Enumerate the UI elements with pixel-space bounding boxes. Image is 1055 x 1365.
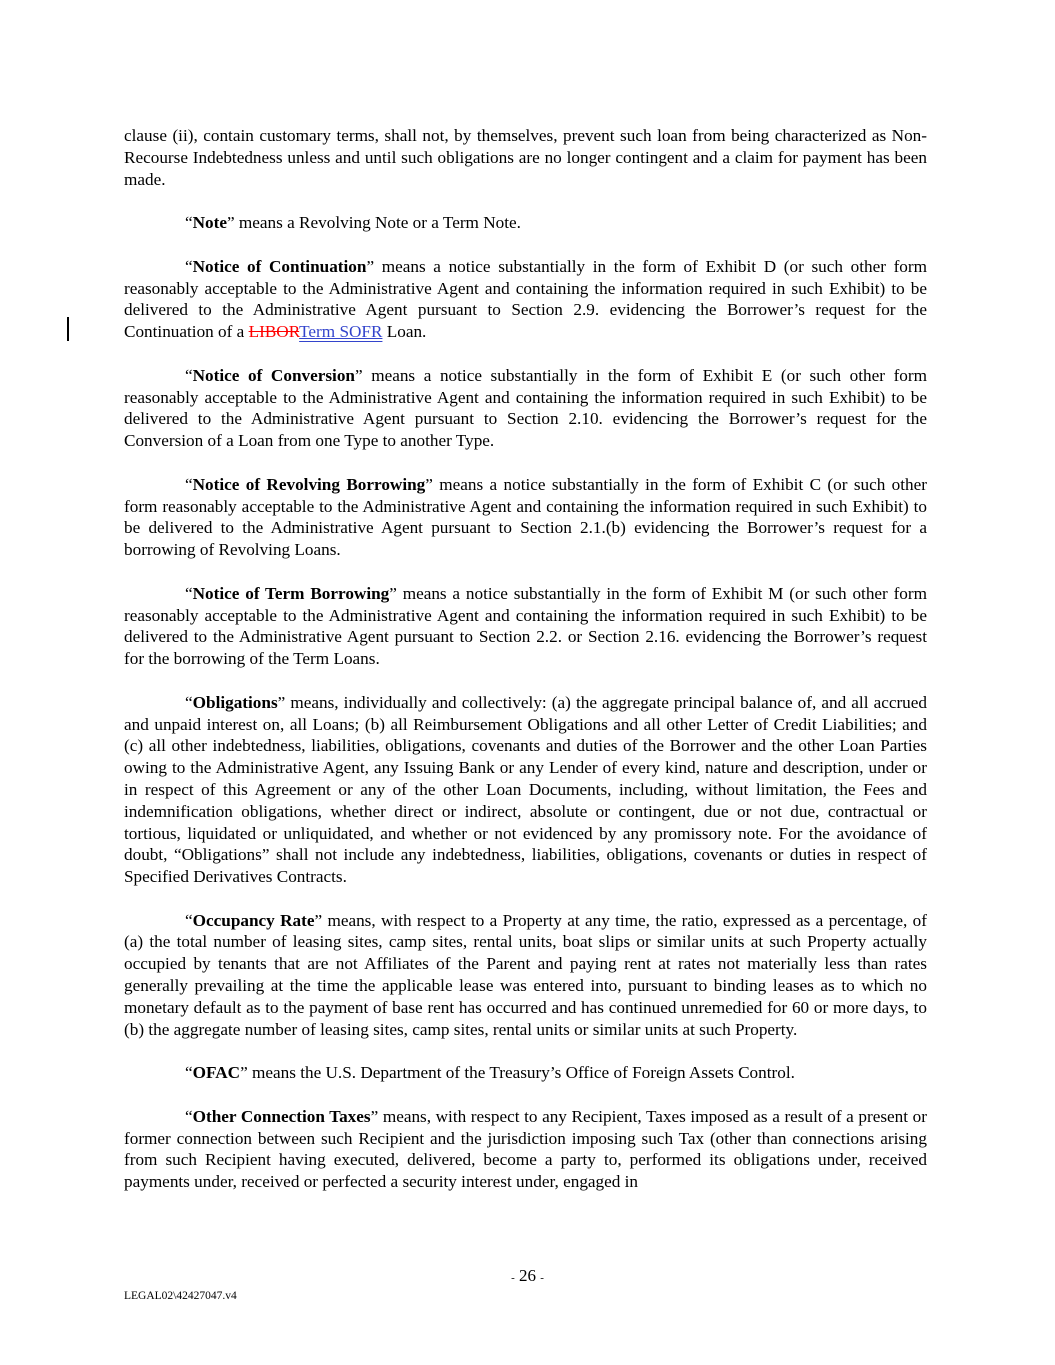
defined-term: Occupancy Rate xyxy=(192,910,315,930)
defined-term: OFAC xyxy=(192,1063,241,1083)
defined-term: Note xyxy=(192,213,227,233)
definition-notice-of-term-borrowing: “Notice of Term Borrowing” means a notice substantially in the form of Exhibit M (or such other form reasonably acceptable to the Administrative Agent and containing the information required in such Exhibit) to be delivered to the Administrative Agent pursuant to Section 2.2. or Section 2.16. evidencing the Borrower’s request for the borrowing of the Term Loans. xyxy=(124,583,927,669)
defined-term: Obligations xyxy=(192,692,278,712)
defined-term: Notice of Conversion xyxy=(192,365,355,385)
defined-term: Other Connection Taxes xyxy=(192,1106,371,1126)
defined-term: Notice of Continuation xyxy=(192,256,367,276)
change-bar xyxy=(67,317,69,341)
inserted-text: Term SOFR xyxy=(299,322,383,342)
document-body xyxy=(124,125,927,1215)
definition-notice-of-continuation: “Notice of Continuation” means a notice substantially in the form of Exhibit D (or such other form reasonably acceptable to the Administrative Agent and containing the information required in such Exhibit) to be delivered to the Administrative Agent pursuant to Section 2.9. evidencing the Borrower’s request for the Continuation of a LIBORTerm SOFR Loan. xyxy=(124,256,927,342)
definition-notice-of-conversion: “Notice of Conversion” means a notice substantially in the form of Exhibit E (or such other form reasonably acceptable to the Administrative Agent and containing the information required in such Exhibit) to be delivered to the Administrative Agent pursuant to Section 2.10. evidencing the Borrower’s request for the Conversion of a Loan from one Type to another Type. xyxy=(124,365,927,451)
definition-obligations: “Obligations” means, individually and collectively: (a) the aggregate principal balance of, and all accrued and unpaid interest on, all Loans; (b) all Reimbursement Obligations and all other Letter of Credit Liabilities; and (c) all other indebtedness, liabilities, obligations, covenants and duties of the Borrower and the other Loan Parties owing to the Administrative Agent, any Issuing Bank or any Lender of every kind, nature and description, under or in respect of this Agreement or any of the other Loan Documents, including, without limitation, the Fees and indemnification obligations, whether direct or indirect, absolute or contingent, due or not due, contractual or tortious, liquidated or unliquidated, and whether or not evidenced by any promissory note. For the avoidance of doubt, “Obligations” shall not include any indebtedness, liabilities, obligations, covenants or duties in respect of Specified Derivatives Contracts. xyxy=(124,692,927,887)
document-id: LEGAL02\42427047.v4 xyxy=(124,1290,237,1302)
definition-ofac: “OFAC” means the U.S. Department of the Treasury’s Office of Foreign Assets Control. xyxy=(185,1063,795,1083)
definition-notice-of-revolving-borrowing: “Notice of Revolving Borrowing” means a notice substantially in the form of Exhibit C (or such other form reasonably acceptable to the Administrative Agent and containing the information required in such Exhibit) to be delivered to the Administrative Agent pursuant to Section 2.1.(b) evidencing the Borrower’s request for a borrowing of Revolving Loans. xyxy=(124,474,927,560)
definition-other-connection-taxes: “Other Connection Taxes” means, with respect to any Recipient, Taxes imposed as a result of a present or former connection between such Recipient and the jurisdiction imposing such Tax (other than connections arising from such Recipient having executed, delivered, become a party to, performed its obligations under, received payments under, received or perfected a security interest under, engaged in xyxy=(124,1106,927,1192)
definition-note: “Note” means a Revolving Note or a Term Note. xyxy=(185,213,521,233)
page-number: - 26 - xyxy=(511,1266,544,1285)
defined-term: Notice of Term Borrowing xyxy=(192,583,390,603)
defined-term: Notice of Revolving Borrowing xyxy=(192,474,426,494)
definition-occupancy-rate: “Occupancy Rate” means, with respect to a Property at any time, the ratio, expressed as a percentage, of (a) the total number of leasing sites, camp sites, rental units, boat slips or similar units at such Property actually occupied by tenants that are not Affiliates of the Parent and paying rent at rates not materially less than rates generally prevailing at the time the applicable lease was entered into, pursuant to binding leases as to which no monetary default as to the payment of base rent has occurred and has continued unremedied for 60 or more days, to (b) the aggregate number of leasing sites, camp sites, rental units or similar units at such Property. xyxy=(124,910,928,1039)
paragraph-clause-ii: clause (ii), contain customary terms, shall not, by themselves, prevent such loan from being characterized as Non-Recourse Indebtedness unless and until such obligations are no longer contingent and a claim for payment has been made. xyxy=(124,126,927,189)
deleted-text: LIBOR xyxy=(248,322,300,342)
